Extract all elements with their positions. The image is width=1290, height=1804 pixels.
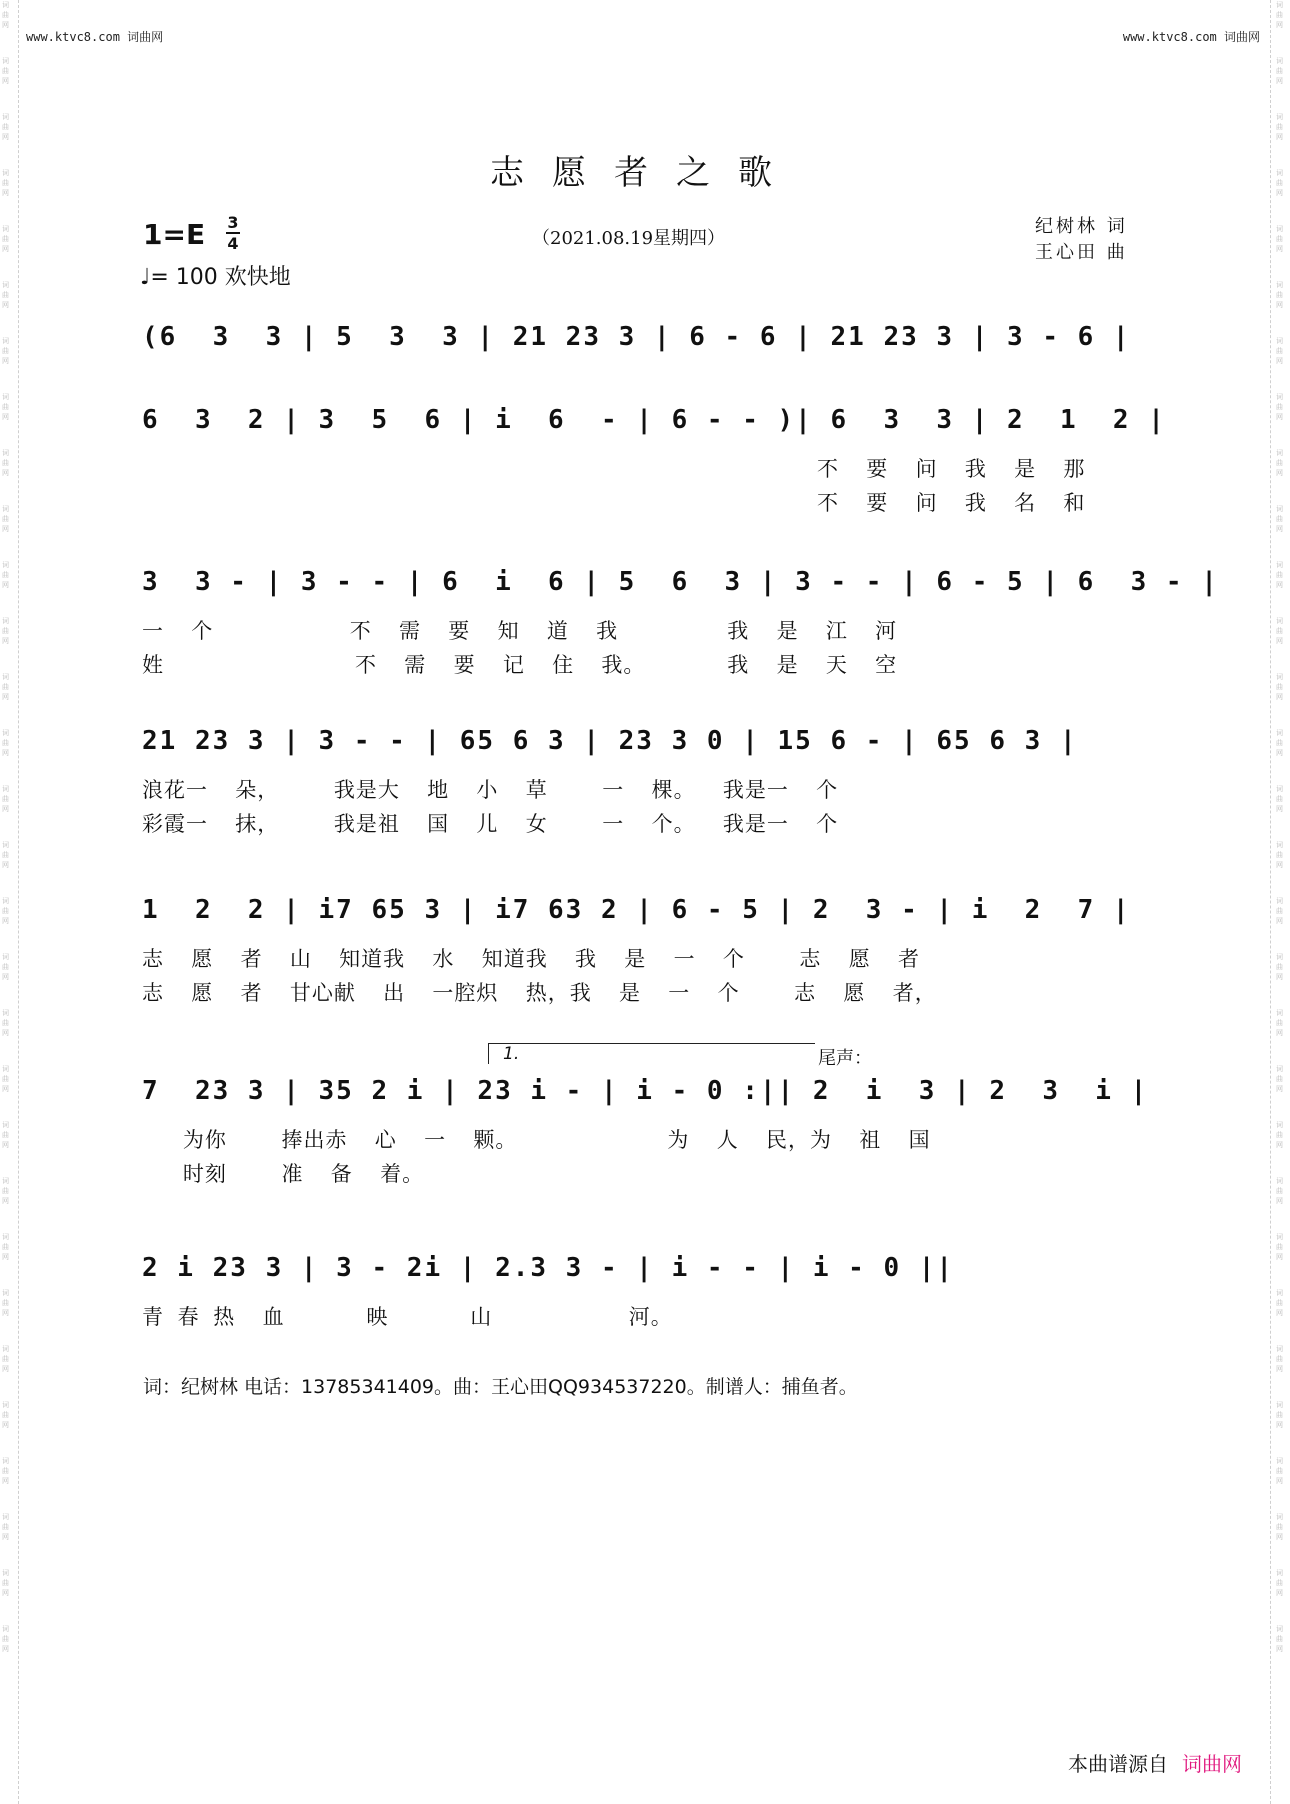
side-watermark-text: 词曲网 <box>2 393 9 421</box>
side-watermark-text: 词曲网 <box>1276 841 1283 869</box>
coda-label: 尾声： <box>818 1048 872 1069</box>
volta-label: 1. <box>503 1044 520 1064</box>
side-watermark-text: 词曲网 <box>1276 897 1283 925</box>
lyrics-verse-2: 彩霞一 抹， 我是祖 国 儿 女 一 个。 我是一 个 <box>142 812 839 836</box>
lyricist-credit: 纪树林 词 <box>1035 216 1128 237</box>
side-watermark-text: 词曲网 <box>1276 113 1283 141</box>
lyrics-verse-1: 浪花一 朵， 我是大 地 小 草 一 棵。 我是一 个 <box>142 778 839 802</box>
side-watermark-text: 词曲网 <box>1276 169 1283 197</box>
right-border-line <box>1270 0 1271 1804</box>
first-ending-bracket <box>488 1043 815 1064</box>
score-line-4 <box>142 726 1152 836</box>
side-watermark-text: 词曲网 <box>2 561 9 589</box>
notation: 7 23 3 | 35 2 i | 23 i - | i - 0 :|| 2 i 3 | 2 3 i | <box>142 1076 1149 1106</box>
time-sig-top: 3 <box>227 213 239 232</box>
source-attribution <box>1068 1748 1242 1777</box>
notation: 1 2 2 | i7 65 3 | i7 63 2 | 6 - 5 | 2 3 - | i 2 7 | <box>142 895 1131 925</box>
date-line: （2021.08.19星期四） <box>532 228 726 249</box>
score-line-2 <box>142 405 1166 515</box>
side-watermark-text: 词曲网 <box>2 1233 9 1261</box>
side-watermark-text: 词曲网 <box>2 841 9 869</box>
tempo-marking: ♩= 100 欢快地 <box>140 265 291 290</box>
side-watermark-text: 词曲网 <box>1276 505 1283 533</box>
time-sig-bottom: 4 <box>227 234 239 253</box>
side-watermark-text: 词曲网 <box>2 337 9 365</box>
source-brand-link[interactable]: 词曲网 <box>1182 1752 1242 1776</box>
lyrics-verse-1: 志 愿 者 山 知道我 水 知道我 我 是 一 个 志 愿 者 <box>142 947 921 971</box>
left-watermark-strip <box>2 0 14 1804</box>
side-watermark-text: 词曲网 <box>1276 1457 1283 1485</box>
side-watermark-text: 词曲网 <box>1276 953 1283 981</box>
composer-credit: 王心田 曲 <box>1035 242 1128 263</box>
lyrics-verse-1: 为你 捧出赤 心 一 颗。 为 人 民，为 祖 国 <box>142 1128 931 1152</box>
lyrics-verse-2: 志 愿 者 甘心献 出 一腔炽 热，我 是 一 个 志 愿 者， <box>142 981 937 1005</box>
side-watermark-text: 词曲网 <box>2 225 9 253</box>
left-border-line <box>18 0 19 1804</box>
side-watermark-text: 词曲网 <box>2 1345 9 1373</box>
side-watermark-text: 词曲网 <box>1276 617 1283 645</box>
side-watermark-text: 词曲网 <box>1276 337 1283 365</box>
side-watermark-text: 词曲网 <box>2 1513 9 1541</box>
side-watermark-text: 词曲网 <box>1276 1177 1283 1205</box>
notation: 3 3 - | 3 - - | 6 i 6 | 5 6 3 | 3 - - | 6 - 5 | 6 3 - | <box>142 567 1219 597</box>
side-watermark-text: 词曲网 <box>1276 1345 1283 1373</box>
right-watermark-strip <box>1276 0 1288 1804</box>
side-watermark-text: 词曲网 <box>1276 673 1283 701</box>
side-watermark-text: 词曲网 <box>2 897 9 925</box>
side-watermark-text: 词曲网 <box>1276 1289 1283 1317</box>
site-url-right[interactable]: www.ktvc8.com 词曲网 <box>1122 30 1260 44</box>
notation: 21 23 3 | 3 - - | 65 6 3 | 23 3 0 | 15 6 - | 65 6 3 | <box>142 726 1078 756</box>
side-watermark-text: 词曲网 <box>1276 1569 1283 1597</box>
lyrics-verse-2: 时刻 准 备 着。 <box>142 1162 425 1186</box>
side-watermark-text: 词曲网 <box>1276 57 1283 85</box>
lyrics-verse-1: 一 个 不 需 要 知 道 我 我 是 江 河 <box>142 619 898 643</box>
score-line-1 <box>142 322 1152 362</box>
site-url-left[interactable]: www.ktvc8.com 词曲网 <box>26 30 164 44</box>
key-signature: 1=E <box>143 218 206 251</box>
score-line-6 <box>142 1076 1152 1186</box>
side-watermark-text: 词曲网 <box>2 1569 9 1597</box>
side-watermark-text: 词曲网 <box>1276 225 1283 253</box>
side-watermark-text: 词曲网 <box>1276 281 1283 309</box>
side-watermark-text: 词曲网 <box>1276 1009 1283 1037</box>
side-watermark-text: 词曲网 <box>2 1289 9 1317</box>
side-watermark-text: 词曲网 <box>2 169 9 197</box>
side-watermark-text: 词曲网 <box>1276 1513 1283 1541</box>
notation: (6 3 3 | 5 3 3 | 21 23 3 | 6 - 6 | 21 23 3 | 3 - 6 | <box>142 322 1131 352</box>
side-watermark-text: 词曲网 <box>2 113 9 141</box>
side-watermark-text: 词曲网 <box>1276 561 1283 589</box>
side-watermark-text: 词曲网 <box>2 1121 9 1149</box>
notation: 2 i 23 3 | 3 - 2i | 2.3 3 - | i - - | i - 0 || <box>142 1253 955 1283</box>
lyrics-verse-1: 青 春 热 血 映 山 河。 <box>142 1305 673 1329</box>
side-watermark-text: 词曲网 <box>2 1065 9 1093</box>
side-watermark-text: 词曲网 <box>1276 449 1283 477</box>
time-signature <box>226 214 240 252</box>
side-watermark-text: 词曲网 <box>2 57 9 85</box>
score-line-7 <box>142 1253 1152 1329</box>
side-watermark-text: 词曲网 <box>2 1625 9 1653</box>
side-watermark-text: 词曲网 <box>2 617 9 645</box>
credits-footnote: 词：纪树林 电话：13785341409。曲：王心田QQ934537220。制谱人：捕鱼者。 <box>143 1376 858 1398</box>
side-watermark-text: 词曲网 <box>2 1401 9 1429</box>
song-title: 志愿者之歌 <box>490 153 800 193</box>
side-watermark-text: 词曲网 <box>1276 1 1283 29</box>
side-watermark-text: 词曲网 <box>2 1009 9 1037</box>
notation: 6 3 2 | 3 5 6 | i 6 - | 6 - - )| 6 3 3 | 2 1 2 | <box>142 405 1166 435</box>
side-watermark-text: 词曲网 <box>1276 1233 1283 1261</box>
side-watermark-text: 词曲网 <box>1276 1401 1283 1429</box>
side-watermark-text: 词曲网 <box>1276 785 1283 813</box>
side-watermark-text: 词曲网 <box>2 1 9 29</box>
side-watermark-text: 词曲网 <box>2 1457 9 1485</box>
lyrics-verse-2: 姓 不 需 要 记 住 我。 我 是 天 空 <box>142 653 898 677</box>
score-line-5 <box>142 895 1152 1005</box>
side-watermark-text: 词曲网 <box>1276 1065 1283 1093</box>
score-line-3 <box>142 567 1219 677</box>
side-watermark-text: 词曲网 <box>2 505 9 533</box>
side-watermark-text: 词曲网 <box>2 953 9 981</box>
side-watermark-text: 词曲网 <box>2 1177 9 1205</box>
side-watermark-text: 词曲网 <box>1276 729 1283 757</box>
lyrics-verse-1: 不 要 问 我 是 那 <box>817 457 1086 481</box>
side-watermark-text: 词曲网 <box>1276 1625 1283 1653</box>
lyrics-verse-2: 不 要 问 我 名 和 <box>817 491 1086 515</box>
source-label: 本曲谱源自 <box>1068 1752 1168 1776</box>
side-watermark-text: 词曲网 <box>2 729 9 757</box>
side-watermark-text: 词曲网 <box>2 449 9 477</box>
side-watermark-text: 词曲网 <box>2 785 9 813</box>
side-watermark-text: 词曲网 <box>1276 393 1283 421</box>
side-watermark-text: 词曲网 <box>2 281 9 309</box>
side-watermark-text: 词曲网 <box>2 673 9 701</box>
side-watermark-text: 词曲网 <box>1276 1121 1283 1149</box>
